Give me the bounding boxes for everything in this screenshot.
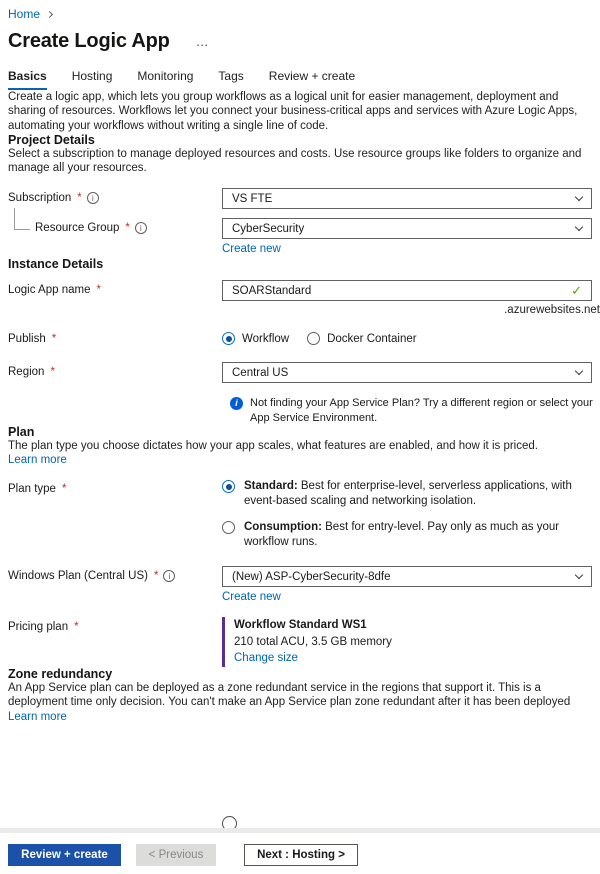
required-marker: *: [74, 621, 79, 634]
tab-monitoring[interactable]: Monitoring: [137, 69, 194, 83]
previous-button[interactable]: < Previous: [136, 844, 216, 866]
footer-bar: [0, 828, 600, 874]
resource-group-label: Resource Group: [35, 222, 120, 235]
radio-unselected-icon: [222, 521, 235, 534]
tab-review-create[interactable]: Review + create: [268, 69, 356, 83]
review-create-button[interactable]: Review + create: [8, 844, 121, 866]
field-region: [8, 362, 592, 383]
field-plan-type: [8, 479, 592, 550]
info-icon[interactable]: i: [135, 222, 147, 234]
pricing-plan-specs: 210 total ACU, 3.5 GB memory: [234, 635, 392, 648]
plan-option-consumption[interactable]: [222, 520, 592, 550]
standard-option-text: [244, 479, 584, 509]
field-resource-group: [8, 218, 592, 257]
breadcrumb: [8, 7, 592, 21]
required-marker: *: [51, 333, 57, 346]
required-marker: *: [153, 570, 159, 583]
publish-label: Publish: [8, 333, 46, 346]
project-details-heading: Project Details: [8, 132, 95, 147]
plan-description-text: The plan type you choose dictates how your app scales, what features are enabled, and how it is priced.: [8, 439, 538, 452]
logic-app-name-label: Logic App name: [8, 284, 91, 297]
subscription-label: Subscription: [8, 192, 72, 205]
logic-app-name-input[interactable]: [222, 280, 592, 301]
resource-group-dropdown[interactable]: [222, 218, 592, 239]
tab-tags[interactable]: Tags: [218, 69, 244, 83]
consumption-option-name: Consumption:: [244, 521, 322, 534]
required-marker: *: [96, 284, 101, 297]
resource-group-create-new-link[interactable]: Create new: [222, 243, 281, 256]
project-details-description: Select a subscription to manage deployed resources and costs. Use resource groups like folders to organize and manage all your resources.: [8, 147, 582, 174]
field-windows-plan: [8, 566, 592, 605]
info-icon: i: [230, 397, 243, 410]
radio-selected-icon: [222, 480, 235, 493]
publish-option-docker[interactable]: [307, 332, 416, 345]
windows-plan-value: (New) ASP-CyberSecurity-8dfe: [232, 570, 391, 583]
windows-plan-label: Windows Plan (Central US): [8, 570, 148, 583]
chevron-down-icon: [575, 223, 583, 231]
chevron-down-icon: [575, 571, 583, 579]
plan-option-standard[interactable]: [222, 479, 592, 509]
standard-option-name: Standard:: [244, 480, 298, 493]
tab-hosting[interactable]: Hosting: [71, 69, 113, 83]
resource-group-value: CyberSecurity: [232, 222, 305, 235]
required-marker: *: [61, 483, 67, 496]
field-subscription: [8, 188, 592, 209]
intro-text: Create a logic app, which lets you group workflows as a logical unit for easier management, deployment and sharing of resources. Workflows let you connect your business-critical apps and services with Azure Logic Apps, automating your workflows without writing a single line of code.: [8, 91, 578, 132]
radio-unselected-icon: [307, 332, 320, 345]
pricing-plan-name: Workflow Standard WS1: [234, 619, 367, 632]
field-pricing-plan: [8, 617, 592, 667]
field-publish: [8, 329, 592, 345]
plan-learn-more-link[interactable]: Learn more: [8, 454, 67, 467]
consumption-option-text: [244, 520, 584, 550]
breadcrumb-home-link[interactable]: Home: [8, 7, 41, 21]
required-marker: *: [125, 222, 130, 235]
zone-redundancy-description: [8, 681, 592, 724]
docker-option-label: Docker Container: [327, 332, 417, 345]
radio-selected-icon: [222, 332, 235, 345]
windows-plan-dropdown[interactable]: [222, 566, 592, 587]
tab-basics[interactable]: Basics: [8, 69, 47, 90]
plan-heading: Plan: [8, 424, 35, 439]
instance-details-heading: Instance Details: [8, 257, 104, 272]
tree-connector-line: [14, 208, 30, 230]
publish-radio-group: [222, 329, 592, 345]
workflow-option-label: Workflow: [242, 332, 290, 345]
next-hosting-button[interactable]: Next : Hosting >: [244, 844, 358, 866]
region-label: Region: [8, 366, 45, 379]
pricing-plan-label: Pricing plan: [8, 621, 69, 634]
app-service-plan-info: [230, 396, 596, 425]
zone-learn-more-link[interactable]: Learn more: [8, 710, 67, 723]
consumption-option-description: Best for entry-level. Pay only as much as your workflow runs.: [244, 521, 560, 549]
more-options-icon[interactable]: …: [195, 34, 210, 49]
pricing-plan-block: [222, 617, 592, 667]
title-row: [8, 30, 592, 53]
chevron-down-icon: [575, 367, 583, 375]
zone-redundancy-heading: Zone redundancy: [8, 667, 113, 682]
page-title: Create Logic App: [8, 30, 170, 52]
subscription-dropdown[interactable]: [222, 188, 592, 209]
valid-check-icon: ✓: [571, 282, 582, 298]
chevron-down-icon: [575, 193, 583, 201]
region-value: Central US: [232, 366, 289, 379]
windows-plan-create-new-link[interactable]: Create new: [222, 591, 281, 604]
required-marker: *: [77, 192, 82, 205]
publish-option-workflow[interactable]: [222, 332, 289, 345]
plan-description: [8, 439, 592, 468]
logic-app-name-value: SOARStandard: [232, 284, 312, 297]
subscription-value: VS FTE: [232, 192, 273, 205]
domain-suffix: .azurewebsites.net: [504, 304, 600, 317]
field-logic-app-name: [8, 280, 592, 301]
plan-type-label: Plan type: [8, 483, 56, 496]
chevron-right-icon: [46, 11, 53, 18]
info-icon[interactable]: i: [163, 570, 175, 582]
tab-bar: [8, 69, 592, 90]
change-size-link[interactable]: Change size: [234, 652, 298, 665]
info-message: Not finding your App Service Plan? Try a different region or select your App Service Environment.: [250, 397, 593, 424]
zone-redundancy-text: An App Service plan can be deployed as a zone redundant service in the regions that support it. This is a deployment time only decision. You can't make an App Service plan zone redundant after it has been deployed: [8, 682, 571, 709]
required-marker: *: [50, 366, 55, 379]
standard-option-description: Best for enterprise-level, serverless applications, with event-based scaling and networking isolation.: [244, 480, 572, 508]
region-dropdown[interactable]: [222, 362, 592, 383]
info-icon[interactable]: i: [87, 192, 99, 204]
